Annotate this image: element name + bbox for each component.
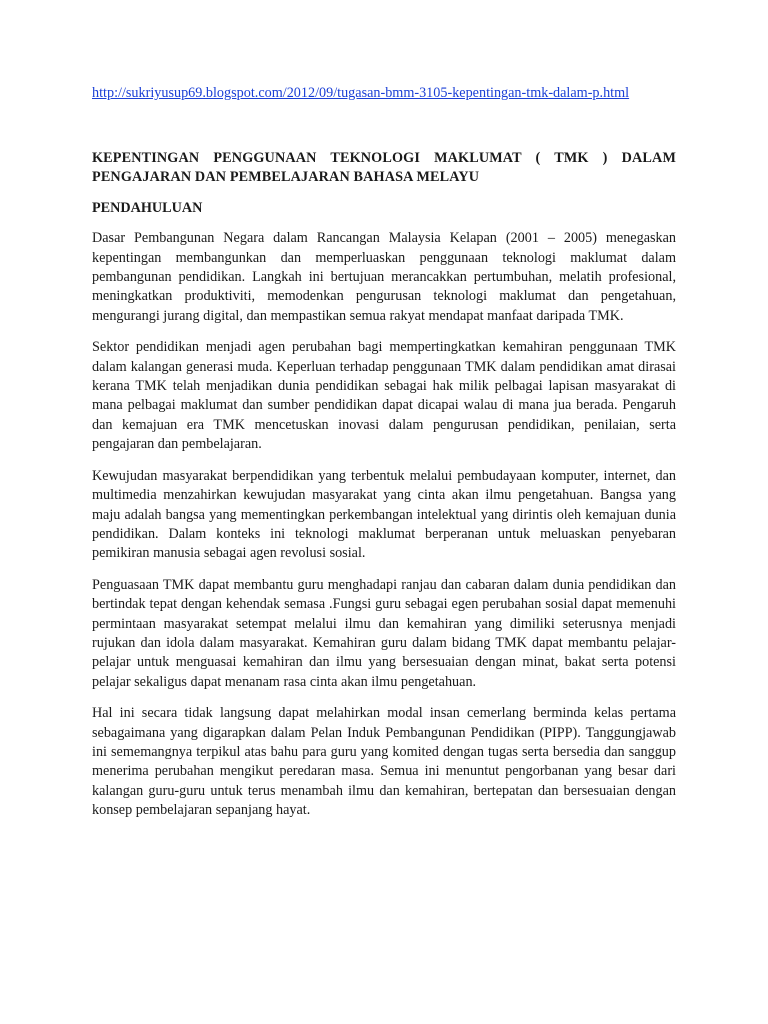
- document-title: KEPENTINGAN PENGGUNAAN TEKNOLOGI MAKLUMAT ( TMK ) DALAM PENGAJARAN DAN PEMBELAJARAN BAHASA MELAYU: [92, 150, 676, 186]
- paragraph-2: Sektor pendidikan menjadi agen perubahan bagi mempertingkatkan kemahiran penggunaan TMK dalam kalangan generasi muda. Keperluan terhadap penggunaan TMK dalam pendidikan amat dirasai kerana TMK telah menjadikan dunia pendidikan sebagai hak milik pelbagai lapisan masyarakat di mana pelbagai maklumat dan sumber pendidikan dapat dicapai walau di mana jua berada. Pengaruh dan kemajuan era TMK mencetuskan inovasi dalam pengurusan pendidikan, penilaian, serta pengajaran dan pembelajaran.: [92, 339, 676, 453]
- paragraph-4: Penguasaan TMK dapat membantu guru menghadapi ranjau dan cabaran dalam dunia pendidikan dan bertindak tepat dengan kehendak semasa .Fungsi guru sebagai egen perubahan sosial dapat memenuhi permintaan masyarakat setempat melalui ilmu dan kemahiran yang dimiliki seterusnya menjadi rujukan dan idola dalam masyarakat. Kemahiran guru dalam bidang TMK dapat membantu pelajar-pelajar untuk menguasai kemahiran dan ilmu yang bersesuaian dengan minat, bakat serta potensi pelajar sekaligus dapat menanam rasa cinta akan ilmu pengetahuan.: [92, 576, 676, 690]
- paragraph-3: Kewujudan masyarakat berpendidikan yang terbentuk melalui pembudayaan komputer, internet, dan multimedia menzahirkan kewujudan masyarakat yang cinta akan ilmu pengetahuan. Bangsa yang maju adalah bangsa yang mementingkan perkembangan intelektual yang dirintis oleh kemajuan dunia pendidikan. Dalam konteks ini teknologi maklumat berperanan untuk meluaskan penyebaran pemikiran manusia sebagai agen revolusi sosial.: [92, 467, 676, 562]
- source-link[interactable]: http://sukriyusup69.blogspot.com/2012/09/tugasan-bmm-3105-kepentingan-tmk-dalam-p.html: [92, 85, 630, 101]
- paragraph-1: Dasar Pembangunan Negara dalam Rancangan Malaysia Kelapan (2001 – 2005) menegaskan kepentingan membangunkan dan memperluaskan penggunaan teknologi maklumat dalam pembangunan pendidikan. Langkah ini bertujuan merancakkan pertumbuhan, melatih profesional, meningkatkan produktiviti, memodenkan pengurusan teknologi maklumat dan pengetahuan, mengurangi jurang digital, dan mempastikan semua rakyat mendapat manfaat daripada TMK.: [92, 230, 676, 324]
- document-page: [92, 84, 676, 833]
- spacer: [92, 124, 676, 149]
- paragraph-5: Hal ini secara tidak langsung dapat melahirkan modal insan cemerlang berminda kelas pertama sebagaimana yang digarapkan dalam Pelan Induk Pembangunan Pendidikan (PIPP). Tanggungjawab ini sememangnya terpikul atas bahu para guru yang komited dengan tugas serta bersedia dan sanggup menerima perubahan mengikut peredaran masa. Semua ini menuntut pengorbanan yang besar dari kalangan guru-guru untuk terus menambah ilmu dan kemahiran, bertepatan dan bersesuaian dengan konsep pembelajaran sepanjang hayat.: [92, 705, 676, 819]
- section-heading: PENDAHULUAN: [92, 199, 203, 216]
